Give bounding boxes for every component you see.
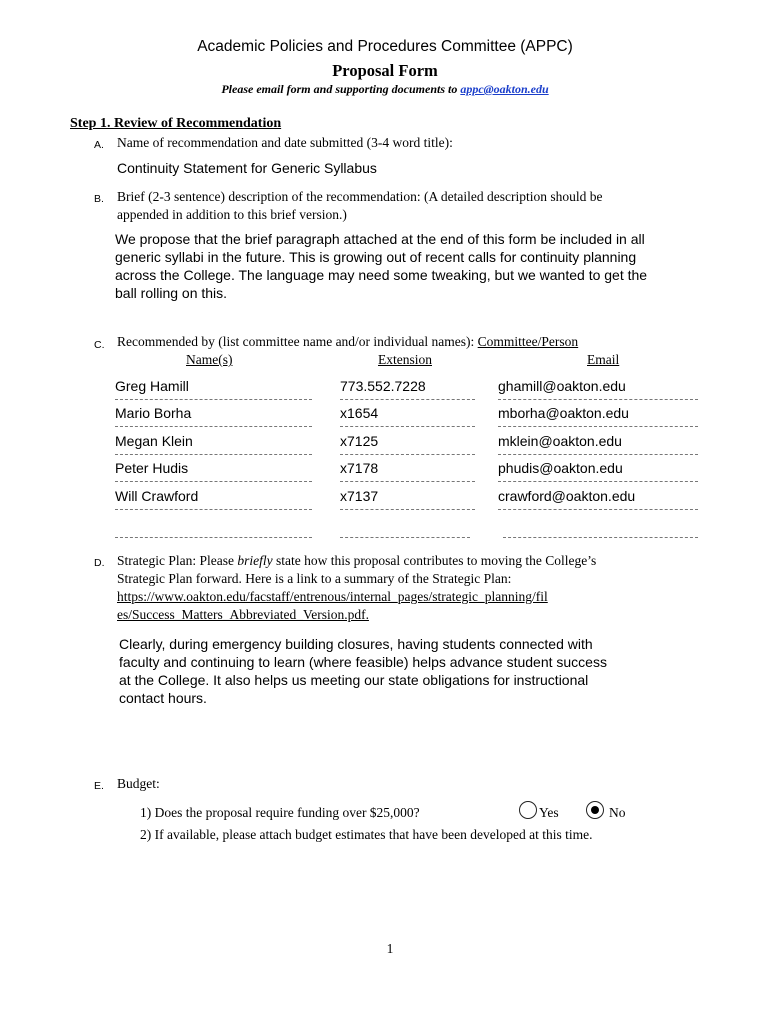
name-underline bbox=[115, 399, 312, 400]
recommender-email-field[interactable]: phudis@oakton.edu bbox=[498, 460, 623, 476]
extension-underline bbox=[340, 426, 475, 427]
recommender-email-field[interactable]: crawford@oakton.edu bbox=[498, 488, 636, 504]
strategic-plan-suffix: state how this proposal contributes to moving the College’s bbox=[272, 553, 597, 568]
item-b-letter: B. bbox=[94, 193, 104, 205]
recommender-extension-field[interactable]: x7178 bbox=[340, 460, 379, 476]
extension-underline bbox=[340, 481, 475, 482]
name-underline bbox=[115, 426, 312, 427]
strategic-answer-line: contact hours. bbox=[119, 690, 207, 706]
emphasis-briefly: briefly bbox=[237, 553, 273, 568]
recommender-name-field[interactable]: Greg Hamill bbox=[115, 378, 189, 394]
recommender-email-field[interactable]: mklein@oakton.edu bbox=[498, 433, 622, 449]
email-underline bbox=[498, 509, 698, 510]
funding-yes-radio[interactable] bbox=[519, 801, 537, 819]
form-title: Proposal Form bbox=[332, 61, 438, 80]
appc-email-link[interactable]: appc@oakton.edu bbox=[460, 82, 549, 96]
email-underline bbox=[503, 537, 698, 538]
strategic-plan-link-continued[interactable]: es/Success_Matters_Abbreviated_Version.pdf. bbox=[117, 607, 369, 622]
budget-estimates-instruction: 2) If available, please attach budget estimates that have been developed at this time. bbox=[140, 827, 593, 842]
recommender-name-field[interactable]: Peter Hudis bbox=[115, 460, 189, 476]
funding-question: 1) Does the proposal require funding over $25,000? bbox=[140, 805, 420, 820]
item-d-letter: D. bbox=[94, 557, 105, 569]
recommender-email-field[interactable]: ghamill@oakton.edu bbox=[498, 378, 626, 394]
column-header-extension: Extension bbox=[378, 352, 432, 367]
column-header-names: Name(s) bbox=[186, 352, 233, 367]
recommender-name-field[interactable]: Will Crawford bbox=[115, 488, 199, 504]
description-line: across the College. The language may need some tweaking, but we wanted to get the bbox=[115, 267, 648, 283]
funding-yes-label: Yes bbox=[539, 805, 559, 820]
item-c-letter: C. bbox=[94, 339, 105, 351]
recommender-extension-field[interactable]: x7125 bbox=[340, 433, 379, 449]
extension-underline bbox=[340, 509, 475, 510]
committee-person-label: Committee/Person bbox=[477, 334, 579, 349]
item-c-question bbox=[117, 333, 578, 351]
strategic-plan-prefix: Strategic Plan: Please bbox=[117, 553, 238, 568]
recommendation-name-field[interactable]: Continuity Statement for Generic Syllabus bbox=[117, 160, 377, 176]
recommender-email-field[interactable]: mborha@oakton.edu bbox=[498, 405, 629, 421]
item-a-letter: A. bbox=[94, 139, 104, 151]
funding-no-radio[interactable] bbox=[586, 801, 604, 819]
step-1-heading: Step 1. Review of Recommendation bbox=[70, 116, 282, 131]
item-d-question-line1 bbox=[117, 552, 596, 570]
page-number: 1 bbox=[386, 941, 394, 956]
item-d-question-line2: Strategic Plan forward. Here is a link to a summary of the Strategic Plan: bbox=[117, 571, 512, 586]
name-underline bbox=[115, 454, 312, 455]
committee-title: Academic Policies and Procedures Committee (APPC) bbox=[197, 38, 573, 55]
description-line: We propose that the brief paragraph attached at the end of this form be included in all bbox=[115, 231, 645, 247]
item-e-letter: E. bbox=[94, 780, 104, 792]
funding-no-label: No bbox=[609, 805, 626, 820]
item-b-question-line1: Brief (2-3 sentence) description of the recommendation: (A detailed description should be bbox=[117, 189, 603, 204]
name-underline bbox=[115, 509, 312, 510]
instruction-text: Please email form and supporting documents to bbox=[221, 82, 461, 96]
recommender-extension-field[interactable]: 773.552.7228 bbox=[340, 378, 426, 394]
extension-underline bbox=[340, 399, 475, 400]
item-a-question: Name of recommendation and date submitted (3-4 word title): bbox=[117, 135, 453, 150]
name-underline bbox=[115, 481, 312, 482]
column-header-email: Email bbox=[587, 352, 620, 367]
strategic-answer-line: Clearly, during emergency building closures, having students connected with bbox=[119, 636, 593, 652]
email-instruction bbox=[0, 82, 770, 97]
description-line: generic syllabi in the future. This is growing out of recent calls for continuity planning bbox=[115, 249, 637, 265]
name-underline bbox=[115, 537, 312, 538]
strategic-answer-line: faculty and continuing to learn (where feasible) helps advance student success bbox=[119, 654, 607, 670]
strategic-plan-answer-field[interactable] bbox=[119, 635, 607, 707]
item-c-question-text: Recommended by (list committee name and/or individual names): bbox=[117, 334, 478, 349]
email-underline bbox=[498, 481, 698, 482]
recommender-name-field[interactable]: Megan Klein bbox=[115, 433, 193, 449]
strategic-answer-line: at the College. It also helps us meeting our state obligations for instructional bbox=[119, 672, 589, 688]
recommender-extension-field[interactable]: x7137 bbox=[340, 488, 379, 504]
email-underline bbox=[498, 454, 698, 455]
extension-underline bbox=[340, 454, 475, 455]
description-line: ball rolling on this. bbox=[115, 285, 228, 301]
email-underline bbox=[498, 399, 698, 400]
budget-label: Budget: bbox=[117, 776, 160, 791]
email-underline bbox=[498, 426, 698, 427]
recommendation-description-field[interactable] bbox=[115, 230, 647, 302]
strategic-plan-link[interactable]: https://www.oakton.edu/facstaff/entrenous/internal_pages/strategic_planning/fil bbox=[117, 589, 548, 604]
item-b-question-line2: appended in addition to this brief version.) bbox=[117, 207, 347, 222]
recommender-name-field[interactable]: Mario Borha bbox=[115, 405, 192, 421]
recommender-extension-field[interactable]: x1654 bbox=[340, 405, 379, 421]
extension-underline bbox=[340, 537, 470, 538]
